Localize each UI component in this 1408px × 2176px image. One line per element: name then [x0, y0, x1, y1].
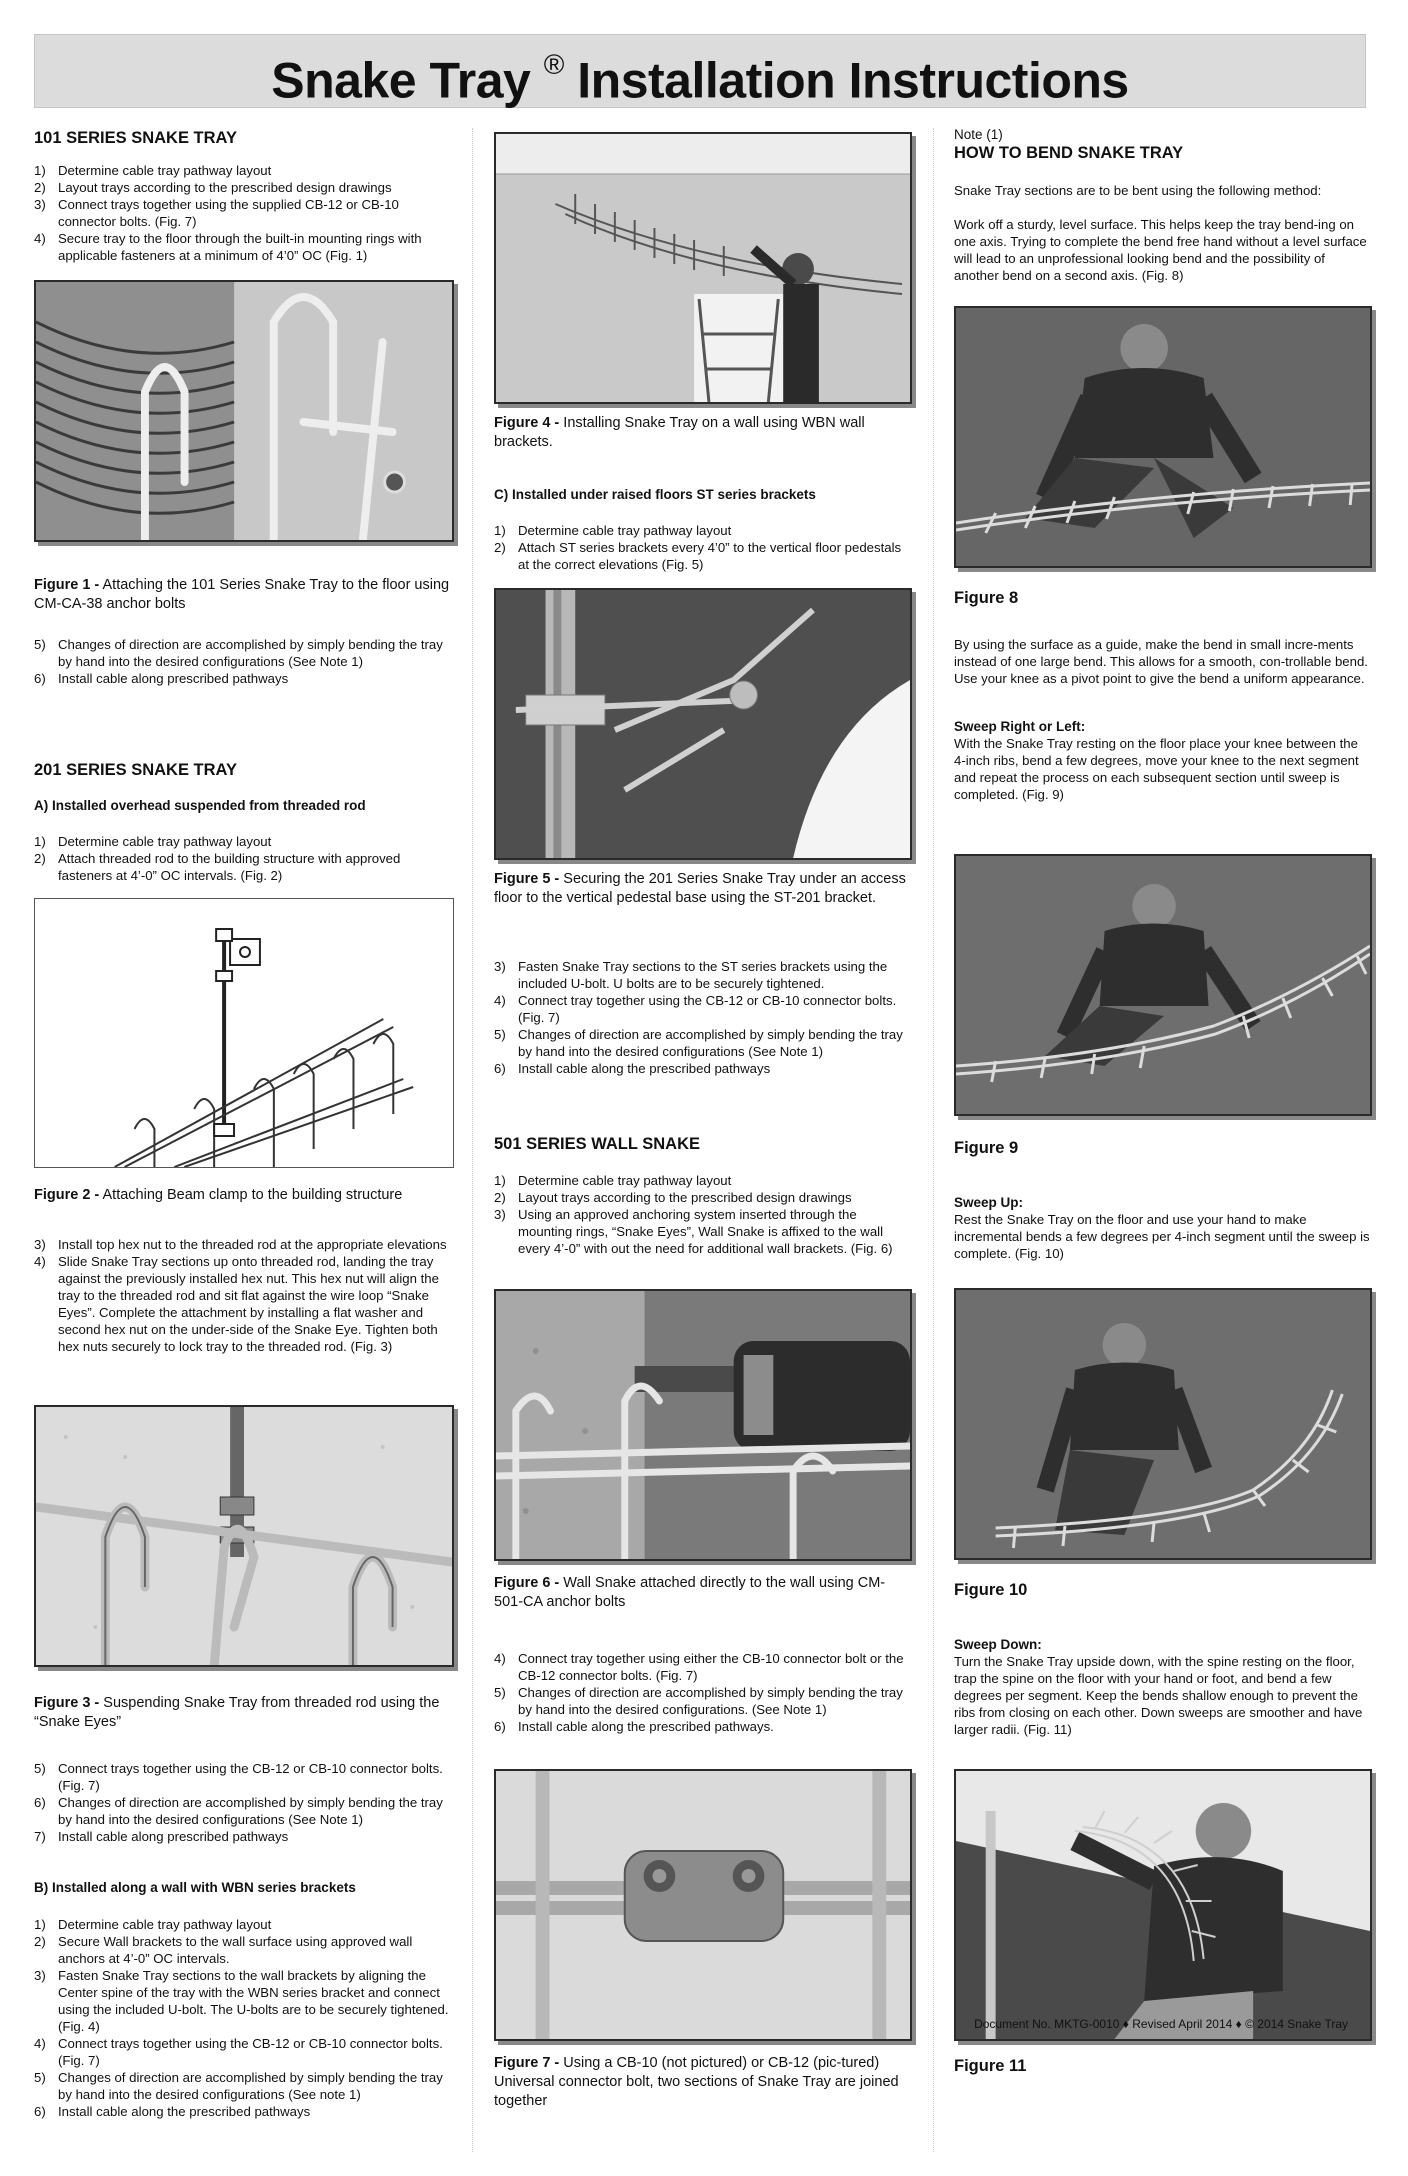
list-item-number: 2)	[34, 1934, 46, 1949]
list-item	[34, 179, 454, 196]
steps-501-b	[494, 1650, 912, 1735]
figure-6-photo	[494, 1289, 912, 1561]
figure-5-caption-text: Securing the 201 Series Snake Tray under an access floor to the vertical pedestal base using the ST-201 bracket.	[494, 871, 906, 906]
list-item	[494, 1650, 912, 1684]
figure-10-photo	[954, 1288, 1372, 1560]
registered-mark: ®	[543, 49, 564, 80]
bend-heading: HOW TO BEND SNAKE TRAY	[954, 144, 1184, 162]
page-title	[34, 34, 1366, 108]
list-item-number: 4)	[34, 231, 46, 246]
figure-1-photo	[34, 280, 454, 542]
sweep-down-text: Turn the Snake Tray upside down, with the spine resting on the floor, trap the spine on the floor with your hand or foot, and bend a few degrees per segment. Keep the bends shallow enough to prevent the ribs from closing on each other. Down sweeps are smoother and have larger radii. (Fig. 11)	[954, 1654, 1363, 1737]
figure-3-caption-text: Suspending Snake Tray from threaded rod using the “Snake Eyes”	[34, 1695, 440, 1730]
list-item	[494, 1060, 912, 1077]
list-item	[494, 1189, 912, 1206]
bend-paragraph: Work off a sturdy, level surface. This helps keep the tray bend-ing on one axis. Trying to complete the bend free hand without a level surface will lead to an unprofessional looking bend and the possibility of another bend on a second axis. (Fig. 8)	[954, 217, 1367, 283]
figure-1-caption	[34, 576, 454, 614]
list-item-number: 3)	[494, 1207, 506, 1222]
steps-201-a3	[34, 1760, 454, 1845]
column-divider-2	[933, 128, 934, 2152]
list-item	[34, 2103, 454, 2120]
list-item-number: 6)	[494, 1719, 506, 1734]
list-item-text: Connect trays together using the supplied CB-12 or CB-10 connector bolts. (Fig. 7)	[58, 197, 399, 229]
figure-8-label: Figure 8	[954, 589, 1019, 607]
list-item	[34, 1794, 454, 1828]
list-item-text: Connect trays together using the CB-12 or CB-10 connector bolts. (Fig. 7)	[58, 2036, 443, 2068]
figure-7-caption-text: Using a CB-10 (not pictured) or CB-12 (pic-tured) Universal connector bolt, two sections of Snake Tray are joined together	[494, 2055, 899, 2109]
figure-2-caption	[34, 1186, 454, 1205]
list-item-text: Determine cable tray pathway layout	[518, 523, 732, 538]
figure-3-photo	[34, 1405, 454, 1667]
list-item-number: 5)	[34, 1761, 46, 1776]
figure-6-caption	[494, 1574, 912, 1612]
list-item-number: 5)	[34, 637, 46, 652]
list-item-number: 3)	[494, 959, 506, 974]
figure-2-caption-text: Attaching Beam clamp to the building structure	[99, 1187, 403, 1203]
list-item-text: Layout trays according to the prescribed design drawings	[58, 180, 392, 195]
list-item	[34, 670, 454, 687]
list-item	[34, 1236, 454, 1253]
list-item	[494, 539, 912, 573]
list-item	[34, 1967, 454, 2035]
list-item	[494, 1684, 912, 1718]
figure-10-label: Figure 10	[954, 1581, 1028, 1599]
list-item	[34, 1760, 454, 1794]
section-heading-101: 101 SERIES SNAKE TRAY	[34, 129, 237, 147]
list-item-text: Determine cable tray pathway layout	[58, 834, 272, 849]
list-item-text: Changes of direction are accomplished by simply bending the tray by hand into the desired configurations. (See Note 1)	[518, 1685, 903, 1717]
list-item-number: 5)	[34, 2070, 46, 2085]
list-item-text: Connect tray together using the CB-12 or CB-10 connector bolts. (Fig. 7)	[518, 993, 897, 1025]
list-item-number: 4)	[34, 1254, 46, 1269]
figure-11-label: Figure 11	[954, 2057, 1027, 2075]
list-item-text: Fasten Snake Tray sections to the wall brackets by aligning the Center spine of the tray with the WBN series bracket and connect using the included U-bolt. The U-bolts are to be securely tightened. (Fig. 4)	[58, 1968, 449, 2034]
footer-document-info: Document No. MKTG-0010 ♦ Revised April 2014 ♦ © 2014 Snake Tray	[974, 2017, 1348, 2031]
list-item-text: Changes of direction are accomplished by simply bending the tray by hand into the desired configurations (See note 1)	[58, 2070, 443, 2102]
list-item-number: 4)	[494, 993, 506, 1008]
title-main: Snake Tray	[271, 52, 531, 109]
figure-7-caption-label: Figure 7 -	[494, 2055, 560, 2071]
steps-201-a2	[34, 1236, 454, 1355]
list-item	[494, 1206, 912, 1257]
list-item-number: 1)	[34, 1917, 46, 1932]
list-item	[34, 196, 454, 230]
figure-7-caption	[494, 2054, 912, 2111]
list-item-text: Determine cable tray pathway layout	[58, 163, 272, 178]
list-item-number: 6)	[34, 2104, 46, 2119]
list-item-text: Install cable along the prescribed pathways	[58, 2104, 311, 2119]
section-heading-201: 201 SERIES SNAKE TRAY	[34, 761, 237, 779]
list-item	[494, 1718, 912, 1735]
figure-8-photo	[954, 306, 1372, 568]
steps-101-a	[34, 162, 454, 264]
list-item-number: 2)	[34, 180, 46, 195]
list-item-text: Install cable along the prescribed pathways	[518, 1061, 771, 1076]
list-item	[34, 230, 454, 264]
list-item	[34, 2069, 454, 2103]
list-item-number: 5)	[494, 1027, 506, 1042]
steps-201-a	[34, 833, 454, 884]
figure-5-photo	[494, 588, 912, 860]
sweep-up-text: Rest the Snake Tray on the floor and use your hand to make incremental bends a few degrees per 4-inch segment until the sweep is complete. (Fig. 10)	[954, 1212, 1370, 1261]
list-item-text: Install top hex nut to the threaded rod at the appropriate elevations	[58, 1237, 447, 1252]
note-label: Note (1)	[954, 127, 1003, 142]
list-item-text: Fasten Snake Tray sections to the ST series brackets using the included U-bolt. U bolts are to be securely tightened.	[518, 959, 888, 991]
list-item-text: Determine cable tray pathway layout	[58, 1917, 272, 1932]
list-item	[34, 833, 454, 850]
section-heading-501: 501 SERIES WALL SNAKE	[494, 1135, 701, 1153]
figure-11-photo	[954, 1769, 1372, 2041]
list-item-number: 3)	[34, 1237, 46, 1252]
list-item-text: Slide Snake Tray sections up onto threaded rod, landing the tray against the previously installed hex nut. This hex nut will align the tray to the threaded rod and sit flat against the wire loop “Snake Eyes”. Complete the attachment by installing a flat washer and second hex nut on the under-side of the Snake Eye. Tighten both hex nuts securely to lock tray to the threaded rod. (Fig. 3)	[58, 1254, 439, 1354]
list-item-number: 2)	[494, 1190, 506, 1205]
list-item	[34, 1916, 454, 1933]
steps-201-c2	[494, 958, 912, 1077]
list-item-number: 1)	[494, 523, 506, 538]
list-item	[34, 636, 454, 670]
figure-7-photo	[494, 1769, 912, 2041]
figure-3-caption-label: Figure 3 -	[34, 1695, 100, 1711]
list-item-number: 5)	[494, 1685, 506, 1700]
subheading-201-b: B) Installed along a wall with WBN series brackets	[34, 1880, 356, 1895]
figure-6-caption-text: Wall Snake attached directly to the wall using CM-501-CA anchor bolts	[494, 1575, 886, 1610]
figure-5-caption	[494, 870, 912, 908]
sweep-right-left-text: With the Snake Tray resting on the floor place your knee between the 4-inch ribs, bend a few degrees, move your knee to the next segment and repeat the process on each subsequent section until sweep is completed. (Fig. 9)	[954, 736, 1359, 802]
list-item	[494, 1026, 912, 1060]
sweep-down-heading: Sweep Down:	[954, 1637, 1042, 1652]
list-item-number: 3)	[34, 197, 46, 212]
figure-9-label: Figure 9	[954, 1139, 1019, 1157]
subheading-201-a: A) Installed overhead suspended from threaded rod	[34, 798, 366, 813]
column-divider-1	[472, 128, 473, 2152]
figure-4-caption-label: Figure 4 -	[494, 415, 560, 431]
list-item-number: 6)	[34, 1795, 46, 1810]
list-item	[34, 850, 454, 884]
list-item	[494, 958, 912, 992]
list-item-text: Changes of direction are accomplished by simply bending the tray by hand into the desired configurations (See Note 1)	[58, 637, 443, 669]
steps-101-b	[34, 636, 454, 687]
steps-201-b	[34, 1916, 454, 2120]
list-item-text: Determine cable tray pathway layout	[518, 1173, 732, 1188]
list-item	[34, 1933, 454, 1967]
list-item	[34, 1253, 454, 1355]
list-item-number: 3)	[34, 1968, 46, 1983]
list-item-number: 2)	[494, 540, 506, 555]
list-item	[494, 992, 912, 1026]
list-item-number: 2)	[34, 851, 46, 866]
figure-4-caption-text: Installing Snake Tray on a wall using WBN wall brackets.	[494, 415, 865, 450]
list-item-number: 1)	[34, 163, 46, 178]
steps-501-a	[494, 1172, 912, 1257]
list-item-number: 6)	[494, 1061, 506, 1076]
list-item-text: Connect trays together using the CB-12 or CB-10 connector bolts. (Fig. 7)	[58, 1761, 443, 1793]
list-item-text: Changes of direction are accomplished by simply bending the tray by hand into the desired configurations (See Note 1)	[518, 1027, 903, 1059]
list-item-text: Install cable along the prescribed pathways.	[518, 1719, 774, 1734]
list-item	[34, 2035, 454, 2069]
list-item	[494, 522, 912, 539]
list-item-text: Secure tray to the floor through the built-in mounting rings with applicable fasteners at a minimum of 4’0” OC (Fig. 1)	[58, 231, 422, 263]
list-item-number: 7)	[34, 1829, 46, 1844]
list-item-text: Attach threaded rod to the building structure with approved fasteners at 4’-0” OC intervals. (Fig. 2)	[58, 851, 401, 883]
list-item-text: Connect tray together using either the CB-10 connector bolt or the CB-12 connector bolts. (Fig. 7)	[518, 1651, 904, 1683]
list-item-number: 4)	[494, 1651, 506, 1666]
figure-9-photo	[954, 854, 1372, 1116]
list-item-text: Layout trays according to the prescribed design drawings	[518, 1190, 852, 1205]
sweep-right-left-heading: Sweep Right or Left:	[954, 719, 1086, 734]
list-item-text: Secure Wall brackets to the wall surface using approved wall anchors at 4’-0” OC intervals.	[58, 1934, 413, 1966]
steps-201-c	[494, 522, 912, 573]
figure-3-caption	[34, 1694, 454, 1732]
figure-8-paragraph: By using the surface as a guide, make the bend in small incre-ments instead of one large bend. This allows for a smooth, con-trollable bend. Use your knee as a pivot point to give the bend a uniform appearance.	[954, 637, 1368, 686]
list-item-text: Changes of direction are accomplished by simply bending the tray by hand into the desired configurations (See Note 1)	[58, 1795, 443, 1827]
sweep-up-heading: Sweep Up:	[954, 1195, 1024, 1210]
figure-4-photo	[494, 132, 912, 404]
list-item-number: 4)	[34, 2036, 46, 2051]
list-item	[34, 162, 454, 179]
figure-2-caption-label: Figure 2 -	[34, 1187, 100, 1203]
list-item-text: Install cable along prescribed pathways	[58, 1829, 289, 1844]
subheading-201-c: C) Installed under raised floors ST series brackets	[494, 487, 816, 502]
list-item	[34, 1828, 454, 1845]
figure-6-caption-label: Figure 6 -	[494, 1575, 560, 1591]
figure-2-drawing	[34, 898, 454, 1168]
title-rest: Installation Instructions	[577, 52, 1129, 109]
list-item	[494, 1172, 912, 1189]
figure-1-caption-label: Figure 1 -	[34, 577, 100, 593]
bend-intro: Snake Tray sections are to be bent using the following method:	[954, 183, 1322, 198]
figure-5-caption-label: Figure 5 -	[494, 871, 560, 887]
list-item-text: Using an approved anchoring system inserted through the mounting rings, “Snake Eyes”, Wall Snake is affixed to the wall every 4’-0” with out the need for additional wall brackets. (Fig. 6)	[518, 1207, 893, 1256]
list-item-text: Install cable along prescribed pathways	[58, 671, 289, 686]
list-item-text: Attach ST series brackets every 4’0” to the vertical floor pedestals at the correct elevations (Fig. 5)	[518, 540, 902, 572]
figure-1-caption-text: Attaching the 101 Series Snake Tray to the floor using CM-CA-38 anchor bolts	[34, 577, 450, 612]
figure-4-caption	[494, 414, 912, 452]
list-item-number: 1)	[494, 1173, 506, 1188]
list-item-number: 6)	[34, 671, 46, 686]
list-item-number: 1)	[34, 834, 46, 849]
